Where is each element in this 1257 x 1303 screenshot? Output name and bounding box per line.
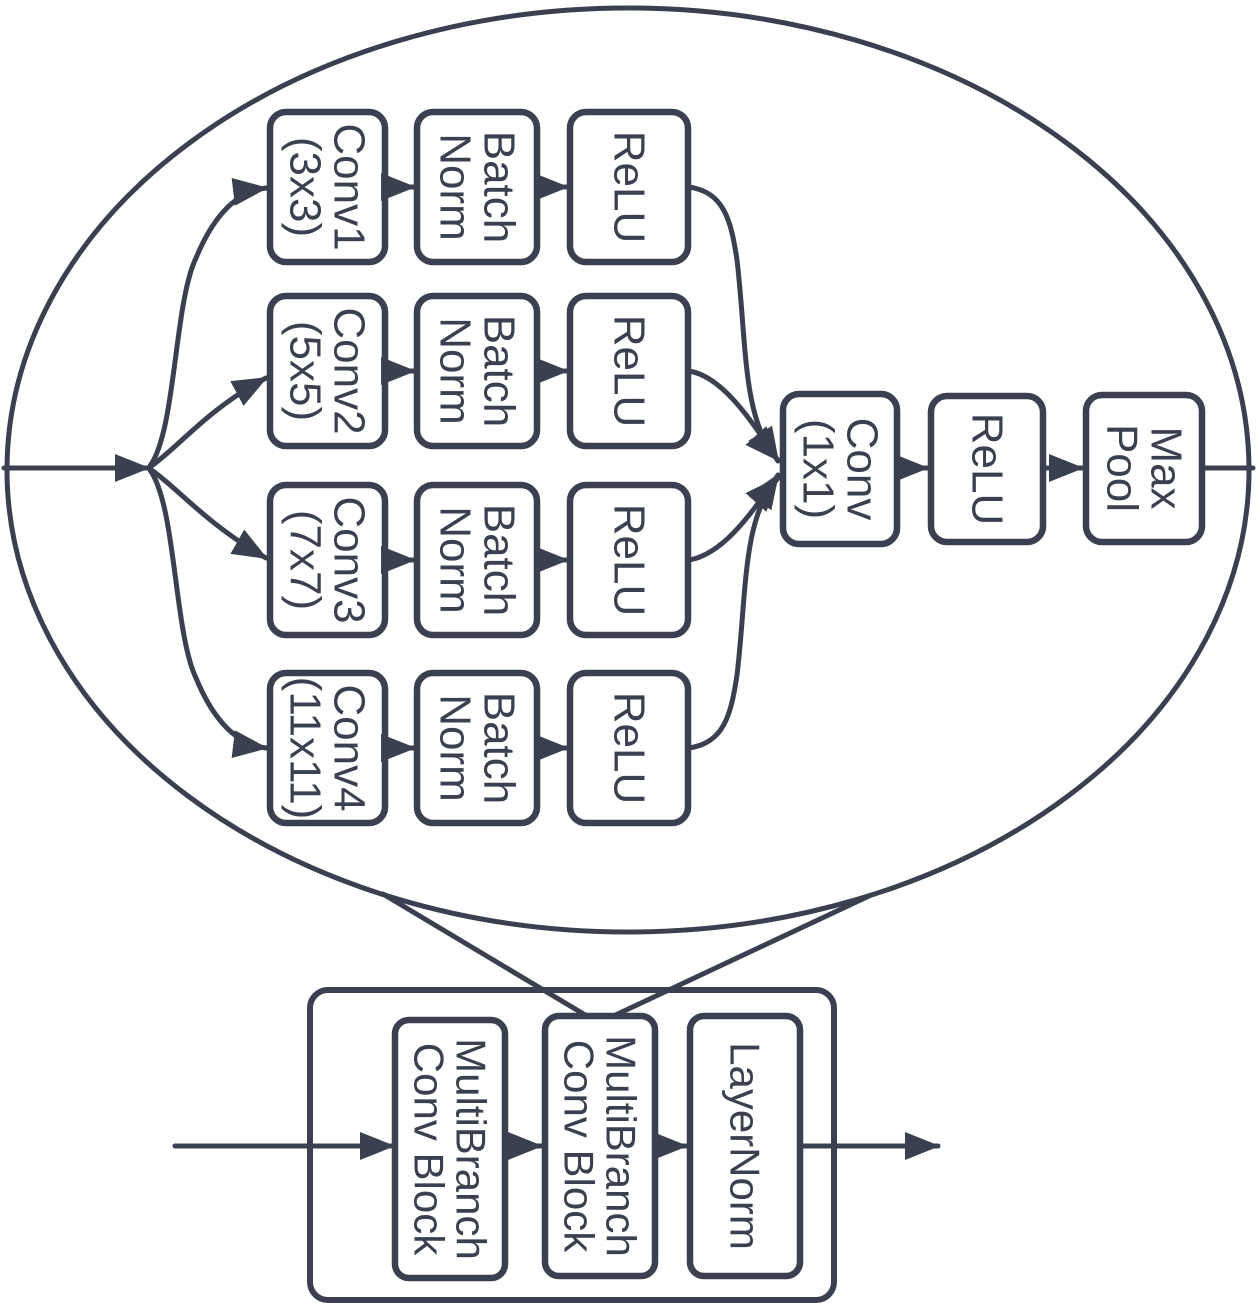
batchnorm2-label-line2: Norm (430, 317, 480, 425)
relu4-to-merge-curve (689, 478, 778, 748)
batchnorm4-label-line1: Batch (474, 691, 524, 805)
batchnorm4-label-line2: Norm (430, 694, 480, 802)
batchnorm2-label-line1: Batch (474, 314, 524, 428)
multibranch2-label-line2: Conv Block (555, 1039, 603, 1253)
branch-curve-4 (150, 470, 266, 748)
relu-merge-label: ReLU (962, 412, 1012, 526)
zoom-indicator-line-left (383, 894, 607, 1028)
relu1-to-merge-curve (689, 187, 778, 460)
conv1-label-line2: (3x3) (280, 136, 330, 238)
conv3-label-line2: (7x7) (280, 509, 330, 611)
conv4-label-line1: Conv4 (324, 684, 374, 812)
layernorm-label: LayerNorm (721, 1042, 769, 1250)
batchnorm1-label-line1: Batch (474, 130, 524, 244)
relu3-label: ReLU (604, 503, 654, 617)
multibranch1-label-line1: MultiBranch (447, 1038, 495, 1260)
conv3-label-line1: Conv3 (324, 496, 374, 624)
maxpool-label-line1: Max (1141, 426, 1191, 510)
zoom-indicator-line-right (590, 896, 869, 1027)
relu4-label: ReLU (604, 691, 654, 805)
conv1-label-line1: Conv1 (324, 123, 374, 251)
batchnorm3-label-line2: Norm (430, 506, 480, 614)
maxpool-label-line2: Pool (1097, 423, 1147, 513)
conv1x1-label-line2: (1x1) (793, 418, 843, 520)
relu3-to-merge-curve (689, 475, 778, 560)
relu2-to-merge-curve (689, 371, 778, 461)
conv1x1-label-line1: Conv (837, 417, 887, 521)
conv2-label-line1: Conv2 (324, 307, 374, 435)
multibranch1-label-line2: Conv Block (405, 1042, 453, 1256)
conv2-label-line2: (5x5) (280, 320, 330, 422)
relu1-label: ReLU (604, 130, 654, 244)
batchnorm1-label-line2: Norm (430, 133, 480, 241)
relu2-label: ReLU (604, 314, 654, 428)
batchnorm3-label-line1: Batch (474, 503, 524, 617)
branch-curve-1 (150, 188, 266, 466)
multibranch2-label-line1: MultiBranch (597, 1035, 645, 1257)
conv4-label-line2: (11x11) (280, 676, 330, 820)
